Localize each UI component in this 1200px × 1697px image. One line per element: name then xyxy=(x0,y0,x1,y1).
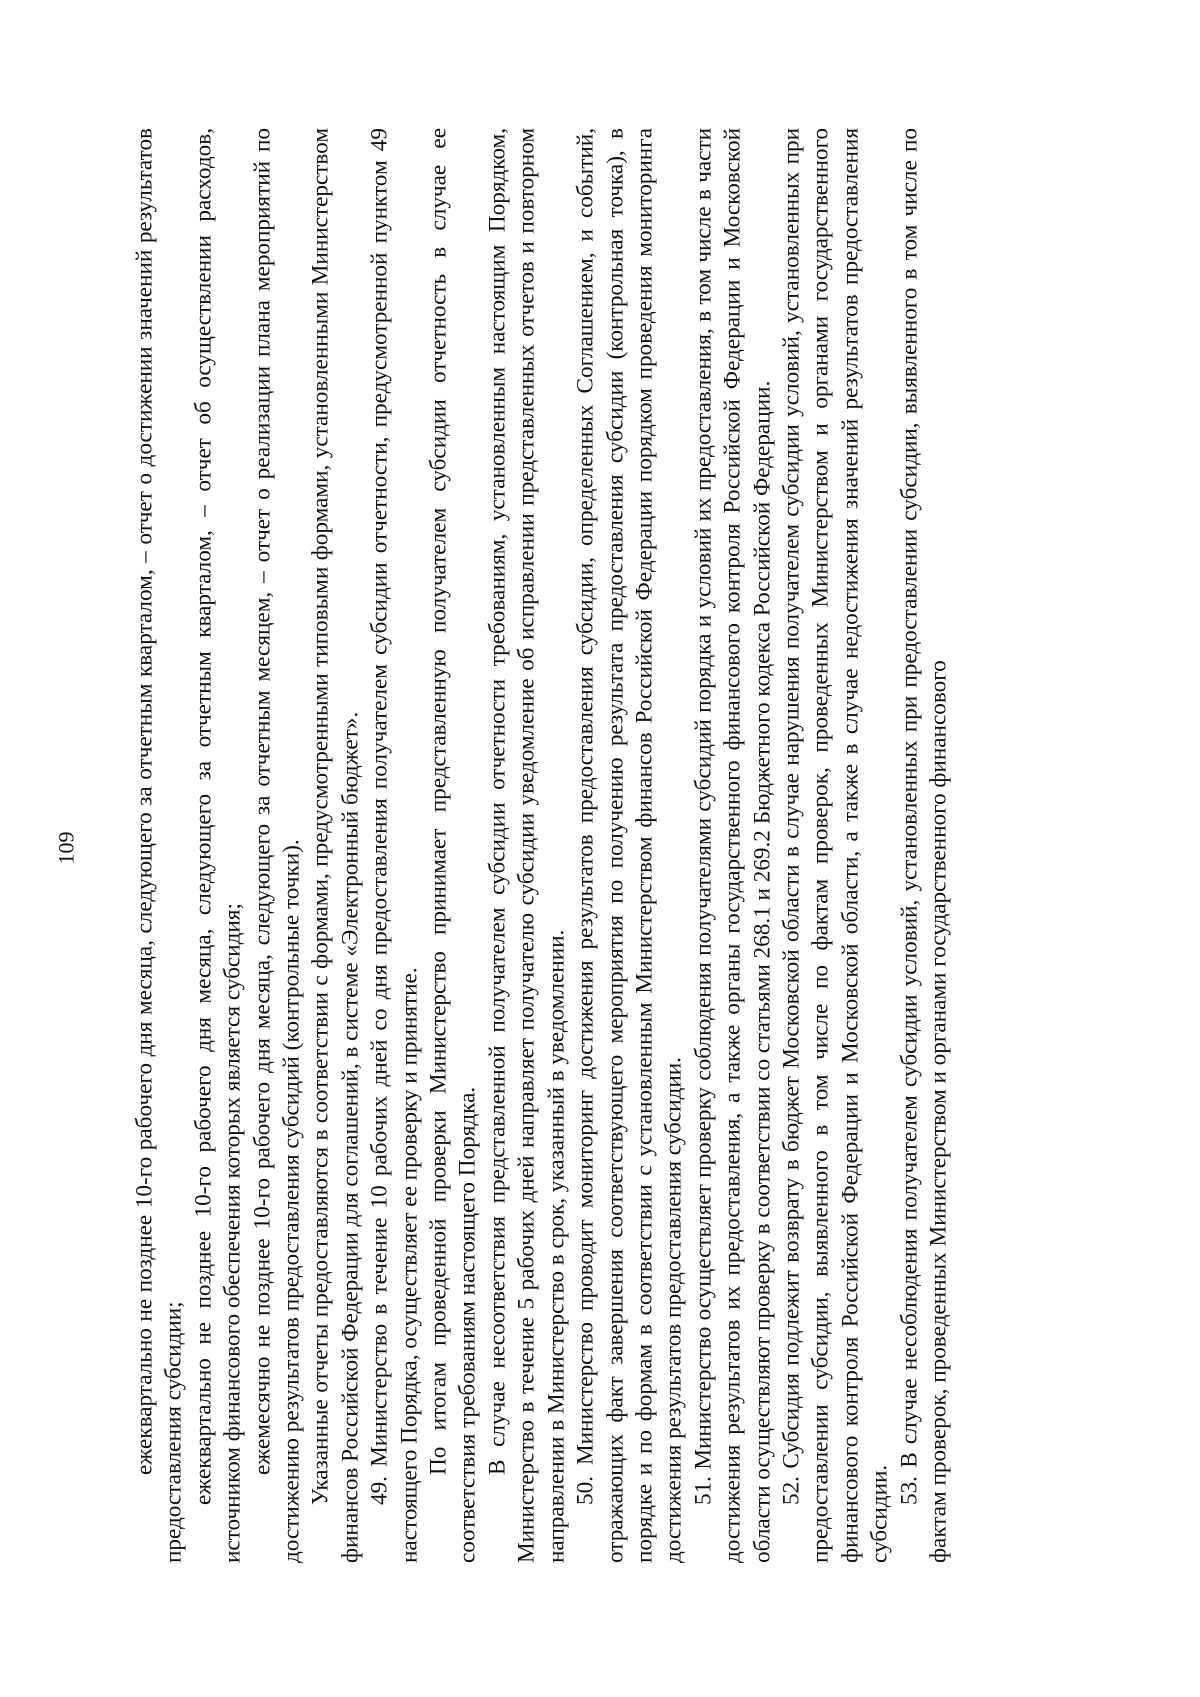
page-number: 109 xyxy=(53,831,79,865)
paragraph-clause-52: 52. Субсидия подлежит возврату в бюджет Московской области в случае нарушения получателем субсидии условий, установленных при предоставлении субсидии, выявленного в том числе по фактам проверок, проведенных Министерством и органами государственного финансового контроля Российской Федерации и Московской области, а также в случае недостижения значений результатов предоставления субсидии. xyxy=(778,128,893,1563)
document-page xyxy=(43,78,1158,1618)
paragraph-verification-results: По итогам проведенной проверки Министерство принимает представленную получателем субсидии отчетность в случае ее соответствия требованиям настоящего Порядка. xyxy=(425,128,481,1563)
paragraph-clause-51: 51. Министерство осуществляет проверку соблюдения получателями субсидий порядка и условий их предоставления, в том числе в части достижения результатов их предоставления, а также органы государственного финансового контроля Российской Федерации и Московской области осуществляют проверку в соответствии со статьями 268.1 и 269.2 Бюджетного кодекса Российской Федерации. xyxy=(690,128,776,1563)
document-body xyxy=(131,128,954,1563)
paragraph-quarterly-expenses-report: ежеквартально не позднее 10-го рабочего дня месяца, следующего за отчетным кварталом, – отчет об осуществлении расходов, источником финансового обеспечения которых является субсидия; xyxy=(190,128,246,1563)
paragraph-nonconformity: В случае несоответствия представленной получателем субсидии отчетности требованиям, установленным настоящим Порядком, Министерство в течение 5 рабочих дней направляет получателю субсидии уведомление об исправлении представленных отчетов и повторном направлении в Министерство в срок, указанный в уведомлении. xyxy=(484,128,570,1563)
paragraph-clause-53: 53. В случае несоблюдения получателем субсидии условий, установленных при предоставлении субсидии, выявленного в том числе по фактам проверок, проведенных Министерством и органами государственного финансового xyxy=(896,128,952,1563)
paragraph-quarterly-results-report: ежеквартально не позднее 10-го рабочего дня месяца, следующего за отчетным кварталом, – отчет о достижении значений результатов предоставления субсидии; xyxy=(131,128,187,1563)
paragraph-monthly-plan-report: ежемесячно не позднее 10-го рабочего дня месяца, следующего за отчетным месяцем, – отчет о реализации плана мероприятий по достижению результатов предоставления субсидий (контрольные точки). xyxy=(249,128,305,1563)
paragraph-report-forms: Указанные отчеты предоставляются в соответствии с формами, предусмотренными типовыми формами, установленными Министерством финансов Российской Федерации для соглашений, в системе «Электронный бюджет». xyxy=(307,128,364,1563)
paragraph-clause-49: 49. Министерство в течение 10 рабочих дней со дня предоставления получателем субсидии отчетности, предусмотренной пунктом 49 настоящего Порядка, осуществляет ее проверку и принятие. xyxy=(366,128,423,1563)
paragraph-clause-50: 50. Министерство проводит мониторинг достижения результатов предоставления субсидии, определенных Соглашением, и событий, отражающих факт завершения соответствующего мероприятия по получению результата предоставления субсидии (контрольная точка), в порядке и по формам в соответствии с установленным Министерством финансов Российской Федерации порядком проведения мониторинга достижения результатов предоставления субсидии. xyxy=(572,128,687,1563)
